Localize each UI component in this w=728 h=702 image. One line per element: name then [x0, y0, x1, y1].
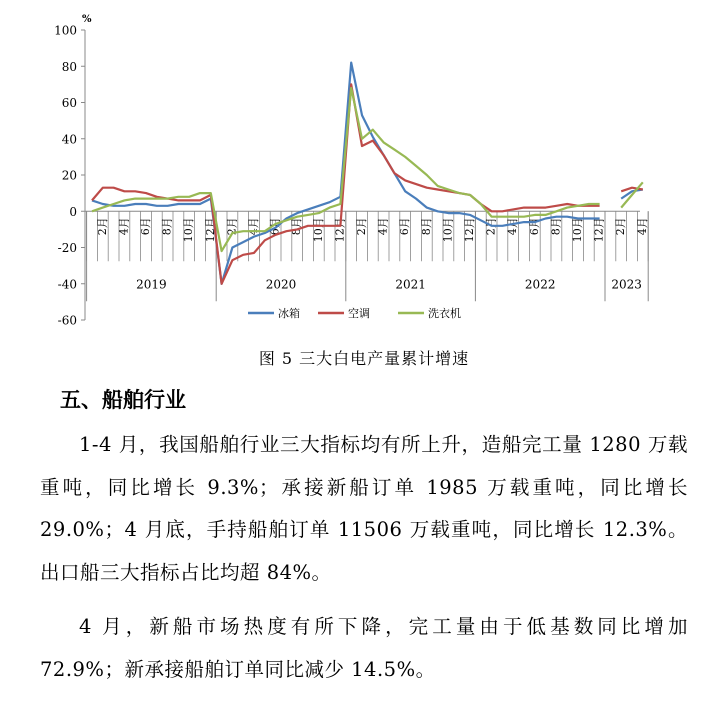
x-tick-label: 2月 [225, 217, 239, 236]
section-heading: 五、船舶行业 [60, 388, 186, 412]
line-chart [0, 0, 728, 340]
x-tick-label: 2月 [614, 217, 628, 236]
x-tick-label: 6月 [268, 217, 282, 236]
y-tick-label: 0 [69, 204, 77, 219]
x-tick-label: 2月 [484, 217, 498, 236]
x-tick-label: 12月 [333, 217, 347, 243]
x-tick-label: 6月 [139, 217, 152, 236]
y-tick-label: 60 [61, 96, 77, 110]
x-tick-label: 12月 [203, 217, 217, 243]
y-tick-label: -20 [57, 241, 77, 255]
x-tick-label: 10月 [441, 217, 455, 243]
y-tick-label: 100 [54, 23, 77, 38]
x-tick-label: 4月 [247, 217, 260, 236]
y-tick-label: -60 [57, 313, 77, 328]
x-tick-label: 10月 [182, 217, 196, 243]
y-tick-label: -40 [57, 277, 77, 292]
y-tick-label: 20 [61, 168, 77, 183]
y-tick-label: 80 [61, 59, 77, 74]
legend-label: 洗衣机 [428, 307, 461, 320]
x-tick-label: 8月 [160, 217, 174, 236]
x-tick-label: 12月 [592, 217, 606, 243]
chart-legend [248, 306, 461, 320]
x-tick-label: 10月 [571, 217, 584, 243]
x-tick-label: 4月 [506, 217, 520, 236]
year-label: 2022 [524, 277, 556, 292]
x-tick-label: 4月 [117, 217, 131, 236]
x-tick-label: 8月 [419, 217, 433, 236]
figure-caption: 图 5 三大白电产量累计增速 [258, 349, 470, 368]
x-tick-label: 4月 [635, 217, 649, 236]
x-tick-label: 2月 [95, 217, 109, 236]
legend-label: 空调 [348, 307, 370, 320]
y-axis-unit: % [82, 14, 92, 25]
paragraph-2: 4 月，新船市场热度有所下降，完工量由于低基数同比增加 72.9%；新承接船舶订单同比减少 14.5%。 [40, 615, 688, 681]
x-tick-label: 8月 [290, 217, 304, 236]
y-tick-label: 40 [61, 132, 77, 147]
x-tick-label: 6月 [527, 217, 541, 236]
x-tick-label: 2月 [355, 217, 368, 236]
year-label: 2023 [611, 277, 642, 292]
x-tick-label: 10月 [311, 217, 325, 243]
year-label: 2021 [395, 277, 426, 292]
x-tick-label: 8月 [549, 217, 563, 236]
paragraph-1: 1-4 月，我国船舶行业三大指标均有所上升，造船完工量 1280 万载重吨，同比增长 9.3%；承接新船订单 1985 万载重吨，同比增长 29.0%；4 月底，手持船舶订单 11506 万载重吨，同比增长 12.3%。出口船三大指标占比均超 84%。 [40, 433, 688, 584]
x-tick-label: 4月 [376, 217, 390, 236]
year-label: 2020 [265, 277, 297, 292]
x-tick-label: 12月 [463, 217, 476, 243]
x-tick-label: 6月 [398, 217, 412, 236]
legend-label: 冰箱 [278, 307, 300, 320]
year-label: 2019 [136, 277, 167, 292]
chart-axes [54, 14, 649, 328]
